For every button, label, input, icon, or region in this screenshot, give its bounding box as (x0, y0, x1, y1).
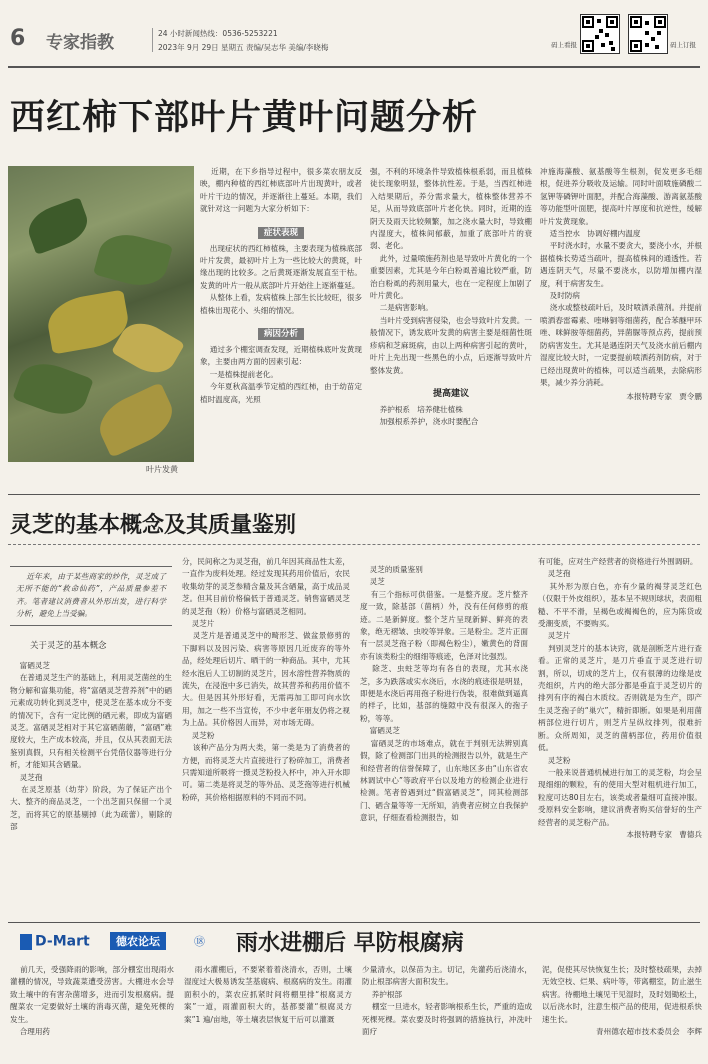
section-divider (8, 494, 700, 495)
ad-paragraph: 泥，促使其尽快恢复生长；及时整枝疏果，去掉无效空枝、烂果、病叶等，带离棚室，防止滋生病害。待棚地土壤见干见湿时，及时划锄松土，以后浇水时，注意生根产品的使用，促进根系快速生长。 (542, 965, 702, 1024)
article2-paragraph: 分，民间称之为灵芝孢，前几年因其商品性太差，一直作为废料处理。经过发现其药用价值后，农民收集幼芽的灵芝参精含量及其含硒量，高于成品灵芝。但其目前价格偏低于普通灵芝。销售富硒灵芝的灵芝孢（粉）价格与富硒灵芝相同。 灵芝片 灵芝片是普通灵芝中的畸形芝、做盆景修剪的下脚料以及因污染、病害等原因几近废弃的等外品，经处理后切片、晒干的一种商品。其中，尤其经水泡后人工切制的灵芝片，因水溶性营养物质的流失，在浸泡中多已消失，故其营养和药用价值不大。但是因其外形好看，无需再加工即可向水饮用，加之一些不当宣传，不少中老年朋友仍将之视为上品。其价格因人而异，对市场无碍。 灵芝粉 该种产品分为两大类，第一类是为了消费者的方便，而将灵芝大片直接进行了粉碎加工，消费者只需知道所吸将一摄灵芝粉投入杯中，冲入开水即可。第二类是将灵芝的等外品、灵芝孢等进行机械粉碎，其价格相据原料的不同而不同。 (182, 557, 350, 802)
ad-column-4 (542, 964, 702, 1038)
subhead-suggestions: 提高建议 (432, 388, 469, 399)
article2-column-1 (10, 660, 172, 834)
article2-column-2 (182, 556, 350, 804)
article1-byline: 本报特聘专家 贾令鹏 (626, 392, 702, 402)
article1-title: 西红柿下部叶片黄叶问题分析 (10, 98, 479, 138)
header-rule (8, 66, 700, 68)
article1-paragraph: 近期，在下乡指导过程中，很多菜农朋友反映，棚内种植的西红柿底部叶片出现黄叶，或者叶片干边的情况，并逐渐往上蔓延。本期，我们就针对这一问题为大家分析如下： (200, 167, 363, 214)
article1-paragraph: 出现症状的西红柿植株，主要表现为植株底部叶片发黄，最初叶片上为一些比较大的黄斑，叶缘出现的比较多。之后黄斑逐渐发展直至干枯。发黄的叶片一般从底部叶片开始往上逐渐蔓延。 从整体上看，发病植株上部生长比较旺，很多植株出现花小、头细的情况。 (200, 243, 363, 315)
hotline: 24 小时新闻热线：0536-5253221 (158, 29, 278, 38)
subhead-symptoms: 症状表现 (258, 227, 304, 239)
article1-column-3 (540, 166, 702, 404)
article2-byline: 本报特聘专家 曹德兵 (626, 829, 702, 839)
article1-column-1 (200, 166, 362, 406)
subhead-basic-concepts: 关于灵芝的基本概念 (30, 641, 107, 651)
article1-paragraph: 强，不利的环境条件导致植株根系弱，而且植株徒长现象明显，整体抗性差。于是，当西红柿进入结果期后，养分需求量大，植株整体营养不足，从而导致底部叶片老化快。同时，近期的连阴天及雨天比较频繁，加之浇水量大时，导致棚内湿度大，植株间郁蔽，加重了底部叶片的衰弱、老化。 此外，过量喷施药剂也是导致叶片黄化的一个重要因素，尤其是今年白粉虱普遍比较严重，防治白粉虱的药剂用量大，也在一定程度上加剧了叶片黄化。 二是病害影响。 当叶片受到病害侵染，也会导致叶片发黄。一般情况下，诱发底叶发黄的病害主要是细菌性斑疹病和芝麻斑病，由以上两种病害引起的黄叶，叶片上先出现一些黑色的小点，后逐渐导致叶片整体发黄。 (370, 167, 533, 375)
qr-left-label: 码上看报 (551, 41, 577, 49)
article2-column-3 (360, 564, 528, 825)
article2-title: 灵芝的基本概念及其质量鉴别 (10, 513, 297, 538)
photo-caption: 叶片发黄 (146, 465, 178, 474)
article1-paragraph: 通过多个棚室调查发现，近期植株底叶发黄现象，主要由两方面的因素引起： 一是植株提前老化。 今年夏秋高温季节定植的西红柿，由于幼苗定植时温度高，光照 (200, 345, 363, 404)
article1-column-2 (370, 166, 532, 429)
article1-paragraph: 养护根系 培养健壮植株 加强根系养护，浇水时要配合 (379, 404, 479, 427)
date-info: 2023年 9月 29日 星期五 责编/吴志华 美编/李晓梅 (158, 43, 329, 52)
ad-column-3 (362, 964, 532, 1038)
dmart-brand: D-Mart (35, 933, 90, 950)
dmart-logo (20, 931, 106, 955)
ad-paragraph: 前几天，受强降雨的影响，部分棚室出现雨水灌棚的情况，导致蔬菜遭受涝害。大棚进水会导致土壤中的有害杂菌增多，进而引发根腐病。提醒菜农一定要做好土壤的消毒灭菌，避免死棵的发生。 合理用药 (10, 965, 175, 1037)
article2-column-4 (538, 556, 702, 841)
article1-paragraph: 冲施海藻酸、氨基酸等生根剂，促发更多毛细根，促进养分吸收及运输。同时叶面喷施磷酸二氢钾等磷钾叶面肥，并配合海藻酸、游离氨基酸等功能型叶面肥，提高叶片厚度和抗逆性，缓解叶片发黄现象。 适当控水 协调好棚内温度 平时浇水时，水量不要贪大，要浇小水，并根据植株长势适当疏叶，提高植株间的通透性。若遇连阴天气，尽量不要浇水，以防增加棚内湿度，利于病害发生。 及时防病 浇水或整枝疏叶后，及时喷洒杀菌剂。并提前喷洒春雷霉素、喹啉铜等细菌药，配合苯醚甲环唑、咪鲜胺等细菌药，异菌脲等预点药，提前预防病害发生。尤其是遇连阴天气及浇水前后棚内湿度比较大时，一定要提前喷洒药剂防病，对于已经出现黄叶的植株，可以适当疏果，去除病形果，减少养分消耗。 (540, 167, 703, 387)
dmart-logo-icon (20, 934, 32, 950)
article2-paragraph: 有可能，应对生产经营者的资格进行外围调研。 灵芝孢 其外形为原白色，亦有少量的褐芽灵芝红色（仅限于外皮组织），基本呈不规则球状，表面粗糙、不平不滑，呈褐色或褐褐色的，应为陈货或受潮变质，不要购买。 灵芝片 判别灵芝片的基本诀窍，就是剖断芝片进行查看。正常的灵芝片，是刀片垂直于灵芝进行切割，所以，切成的芝片上，仅有很薄的边缘是皮壳组织，片内的绝大部分都是垂直于灵芝切片的排列有序的褐白木质纹。否则就是为生产，即产生灵芝孢子的“巢穴”，精折即断。如果是利用菌柄部位进行切片，则芝片呈纵纹排列，很难折断。众所周知，灵芝的菌柄部位，药用价值很低。 灵芝粉 一般来说普通机械进行加工的灵芝粉，均会呈现细细的颗粒，有的使用大型对粗机进行加工，粒度可达80目左右，该类或者量细可直接冲服。受原料安全影响，建议消费者购买信誉好的生产经营者的灵芝粉产品。 (538, 557, 703, 827)
page-number: 6 (10, 26, 26, 51)
article2-intro: 近年来，由于某些商家的炒作，灵芝成了无所不能的“救命仙药”，产品质量参差不齐。笔者建议消费者从外形出发，进行科学分析，避免上当受骗。 (16, 572, 167, 619)
ad-column-2 (184, 964, 352, 1026)
column-name: 专家指教 (46, 33, 114, 53)
section-divider (8, 922, 700, 923)
forum-label: 德农论坛 (110, 932, 166, 950)
header-divider (152, 28, 153, 52)
qr-code-icon[interactable] (628, 14, 668, 54)
article2-paragraph: 富硒灵芝 在普通灵芝生产的基础上，利用灵芝菌丝的生物分解和富集功能，将“富硒灵芝营养剂”中的硒元素成功转化到灵芝中，使灵芝在基本成分不变的情况下，含有一定比例的硒元素，即成为富硒灵芝。富硒灵芝相对于其它富硒菌蘑，“富硒”难度较大，生产成本较高，并且，仅从其表面无法鉴别真假，只有相关检测平台凭借仪器等进行分析，才能知其含硒量。 灵芝孢 在灵芝原基（幼芽）阶段，为了保证产出个大、整齐的商品灵芝，一个出芝面只保留一个灵芝，而将其它的原基剔掉（此为疏蕾），剔除的部 (10, 661, 173, 832)
ad-column-1 (10, 964, 174, 1038)
ad-paragraph: 少量清水，以保苗为主。切记，先灌药后浇清水，防止根部病害大面积发生。 养护根部 棚室一旦进水，轻者影响根系生长，严重的造成死棵死棵。菜农要及时将强调的措施执行，冲洗叶面疗 (362, 965, 533, 1037)
dashed-divider (8, 544, 700, 545)
ad-title: 雨水进棚后 早防根腐病 (236, 931, 464, 956)
forum-badge: ⑱ (194, 935, 205, 948)
qr-code-icon[interactable] (580, 14, 620, 54)
article2-paragraph: 灵芝的质量鉴别 灵芝 有三个指标可供借鉴。一是整齐度。芝片整齐度一致，除基部（菌柄）外，没有任何修剪的痕迹。二是新鲜度。整个芝片呈现新鲜、鲜亮的表象，绝无褶皱、虫咬等异象。三是粉尘。芝片正面有一层灵芝孢子粉（即褐色粉尘），嫩黄色的背面亦有该类粉尘的细细等痕迹，色泽对比强烈。 除芝、虫蛀芝等均有各自的表现，尤其水浇芝，多为跌落或实水浇后，水浇的痕迹很是明显，即便是水浇后再用孢子粉进行伪装，很难做到逼真的样子，比如，基部的缝隙中没有很深入的孢子粉，等等。 富硒灵芝 富硒灵芝的市场难点，就在于判别无法辨别真假，除了检测部门出具的检测报告以外，就是生产和经营者的信誉保障了，山东地区多由“山东省农林调试中心”等政府平台以及地方的检测企业进行检测。笔者曾遇到过“假富硒灵芝”，同其检测部门、硒含量等等一无所知，消费者应树立自我保护意识，仔细查看检测报告，如 (360, 565, 529, 823)
qr-right-label: 码上订报 (670, 41, 696, 49)
tomato-leaf-photo (8, 166, 194, 462)
ad-byline: 青州德农超市技术委员会 李辉 (596, 1027, 702, 1037)
ad-paragraph: 雨水灌棚后，不要紧着着浇清水，否则，土壤湿度过大极易诱发茎基腐病、根腐病的发生。雨灌面积小的，菜农应抓紧时间将棚里排“根腐灵方案”一道，雨灌面积大的，基都要灌“根腐灵方案”1 遍/亩地，等土壤表层恢复干后可以灌溉 (184, 965, 352, 1024)
subhead-causes: 病因分析 (258, 328, 304, 340)
article2-intro-box (10, 566, 172, 626)
